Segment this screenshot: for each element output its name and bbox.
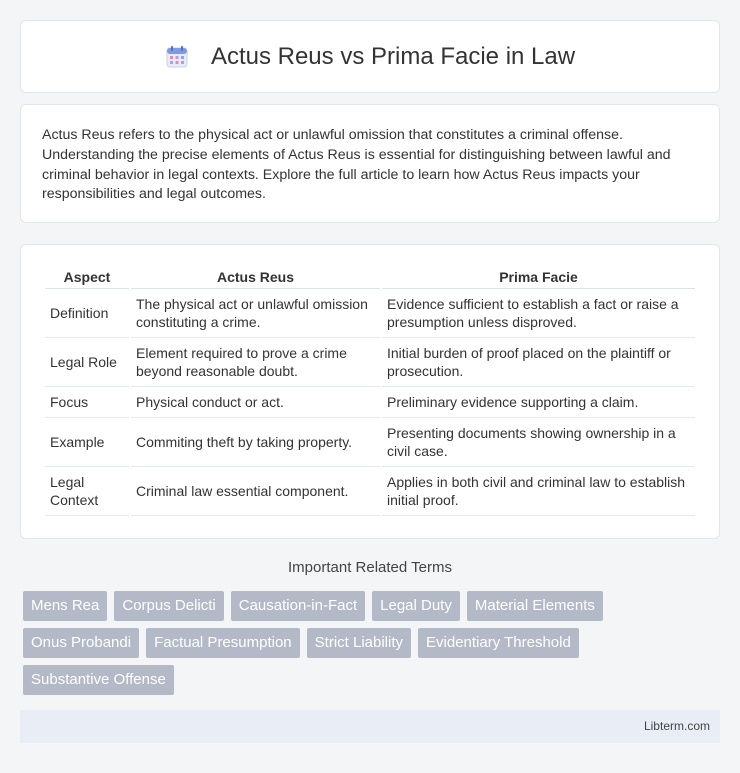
comparison-table-card: [20, 244, 720, 539]
column-header-actus-reus: Actus Reus: [131, 265, 380, 289]
table-cell-prima-facie: Initial burden of proof placed on the plaintiff or prosecution.: [382, 338, 695, 387]
related-term-tag[interactable]: Strict Liability: [307, 628, 411, 658]
table-header-row: [45, 265, 695, 289]
related-term-tag[interactable]: Legal Duty: [372, 591, 460, 621]
comparison-table: [43, 265, 697, 516]
footer-site-link[interactable]: Libterm.com: [643, 719, 710, 733]
page-title: Actus Reus vs Prima Facie in Law: [210, 42, 576, 70]
table-cell-actus-reus: Element required to prove a crime beyond reasonable doubt.: [131, 338, 380, 387]
table-cell-prima-facie: Applies in both civil and criminal law to establish initial proof.: [382, 467, 695, 516]
table-cell-actus-reus: The physical act or unlawful omission constituting a crime.: [131, 289, 380, 338]
footer: [20, 710, 720, 743]
related-term-tag[interactable]: Evidentiary Threshold: [418, 628, 579, 658]
table-row: [45, 289, 695, 338]
related-term-tag[interactable]: Corpus Delicti: [114, 591, 223, 621]
table-cell-prima-facie: Preliminary evidence supporting a claim.: [382, 387, 695, 418]
related-term-tag[interactable]: Mens Rea: [23, 591, 107, 621]
table-row: [45, 387, 695, 418]
table-cell-actus-reus: Criminal law essential component.: [131, 467, 380, 516]
table-cell-actus-reus: Commiting theft by taking property.: [131, 418, 380, 467]
table-cell-prima-facie: Presenting documents showing ownership in a civil case.: [382, 418, 695, 467]
intro-paragraph: Actus Reus refers to the physical act or unlawful omission that constitutes a criminal offense. Understanding the precise elements of Actus Reus is essential for distinguishing between lawful and criminal behavior in legal contexts. Explore the full article to learn how Actus Reus impacts your responsibilities and legal outcomes.: [42, 127, 671, 203]
table-cell-aspect: Definition: [45, 289, 129, 338]
table-row: [45, 467, 695, 516]
table-cell-aspect: Example: [45, 418, 129, 467]
related-term-tag[interactable]: Substantive Offense: [23, 665, 174, 695]
related-terms-list: [23, 591, 723, 695]
related-term-tag[interactable]: Onus Probandi: [23, 628, 139, 658]
table-row: [45, 338, 695, 387]
table-cell-aspect: Legal Context: [45, 467, 129, 516]
column-header-prima-facie: Prima Facie: [382, 265, 695, 289]
related-terms-title: Important Related Terms: [288, 559, 452, 576]
table-cell-prima-facie: Evidence sufficient to establish a fact or raise a presumption unless disproved.: [382, 289, 695, 338]
calendar-icon: [165, 45, 189, 69]
table-cell-actus-reus: Physical conduct or act.: [131, 387, 380, 418]
related-term-tag[interactable]: Material Elements: [467, 591, 603, 621]
header-card: [20, 20, 720, 93]
intro-card: [20, 104, 720, 223]
column-header-aspect: Aspect: [45, 265, 129, 289]
table-cell-aspect: Focus: [45, 387, 129, 418]
table-cell-aspect: Legal Role: [45, 338, 129, 387]
related-term-tag[interactable]: Causation-in-Fact: [231, 591, 365, 621]
related-term-tag[interactable]: Factual Presumption: [146, 628, 300, 658]
table-row: [45, 418, 695, 467]
